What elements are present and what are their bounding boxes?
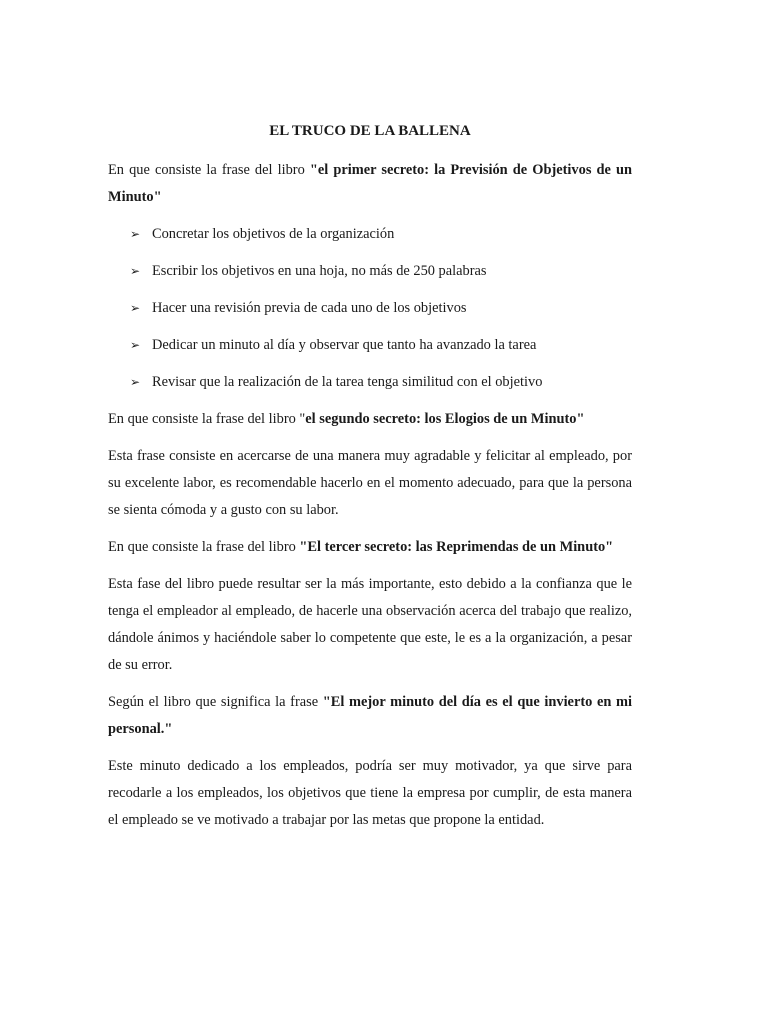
list-item-text: Escribir los objetivos en una hoja, no más de 250 palabras	[152, 263, 487, 279]
answer-3: Esta fase del libro puede resultar ser la más importante, esto debido a la confianza que le tenga el empleador al empleado, de hacerle una observación acerca del trabajo que realizo, dándole ánimos y haciéndole saber lo competente que este, le es a la organización, a pesar de su error.	[108, 576, 632, 673]
arrow-bullet-icon: ➢	[130, 227, 141, 241]
question-3-prefix: En que consiste la frase del libro	[108, 539, 300, 555]
question-1	[108, 157, 632, 211]
question-4-prefix: Según el libro que significa la frase	[108, 694, 323, 710]
question-2-quote: el segundo secreto: los Elogios de un Minuto"	[305, 411, 585, 427]
question-1-prefix: En que consiste la frase del libro	[108, 162, 310, 178]
answer-4: Este minuto dedicado a los empleados, podría ser muy motivador, ya que sirve para recodarle a los empleados, los objetivos que tiene la empresa por cumplir, de esta manera el empleado se ve motivado a trabajar por las metas que propone la entidad.	[108, 758, 632, 828]
question-3	[108, 534, 632, 561]
arrow-bullet-icon: ➢	[130, 264, 141, 278]
question-1-quote: "el primer secreto: la Previsión de Objetivos de un Minuto"	[108, 162, 632, 205]
list-item	[108, 258, 632, 285]
objectives-list	[108, 221, 632, 396]
list-item-text: Hacer una revisión previa de cada uno de los objetivos	[152, 300, 467, 316]
list-item-text: Concretar los objetivos de la organización	[152, 226, 395, 242]
list-item	[108, 369, 632, 396]
list-item	[108, 221, 632, 248]
question-4	[108, 689, 632, 743]
document-title: EL TRUCO DE LA BALLENA	[269, 123, 471, 139]
question-2-prefix: En que consiste la frase del libro "	[108, 411, 306, 427]
document-page	[108, 118, 632, 844]
list-item	[108, 295, 632, 322]
list-item-text: Revisar que la realización de la tarea tenga similitud con el objetivo	[152, 374, 543, 390]
arrow-bullet-icon: ➢	[130, 338, 141, 352]
question-3-quote: "El tercer secreto: las Reprimendas de un Minuto"	[299, 539, 614, 555]
list-item	[108, 332, 632, 359]
arrow-bullet-icon: ➢	[130, 375, 141, 389]
question-2	[108, 406, 632, 433]
answer-2: Esta frase consiste en acercarse de una manera muy agradable y felicitar al empleado, por su excelente labor, es recomendable hacerlo en el momento adecuado, para que la persona se sienta cómoda y a gusto con su labor.	[108, 448, 632, 518]
list-item-text: Dedicar un minuto al día y observar que tanto ha avanzado la tarea	[152, 337, 537, 353]
arrow-bullet-icon: ➢	[130, 301, 141, 315]
question-4-quote: "El mejor minuto del día es el que invierto en mi personal."	[108, 694, 632, 737]
